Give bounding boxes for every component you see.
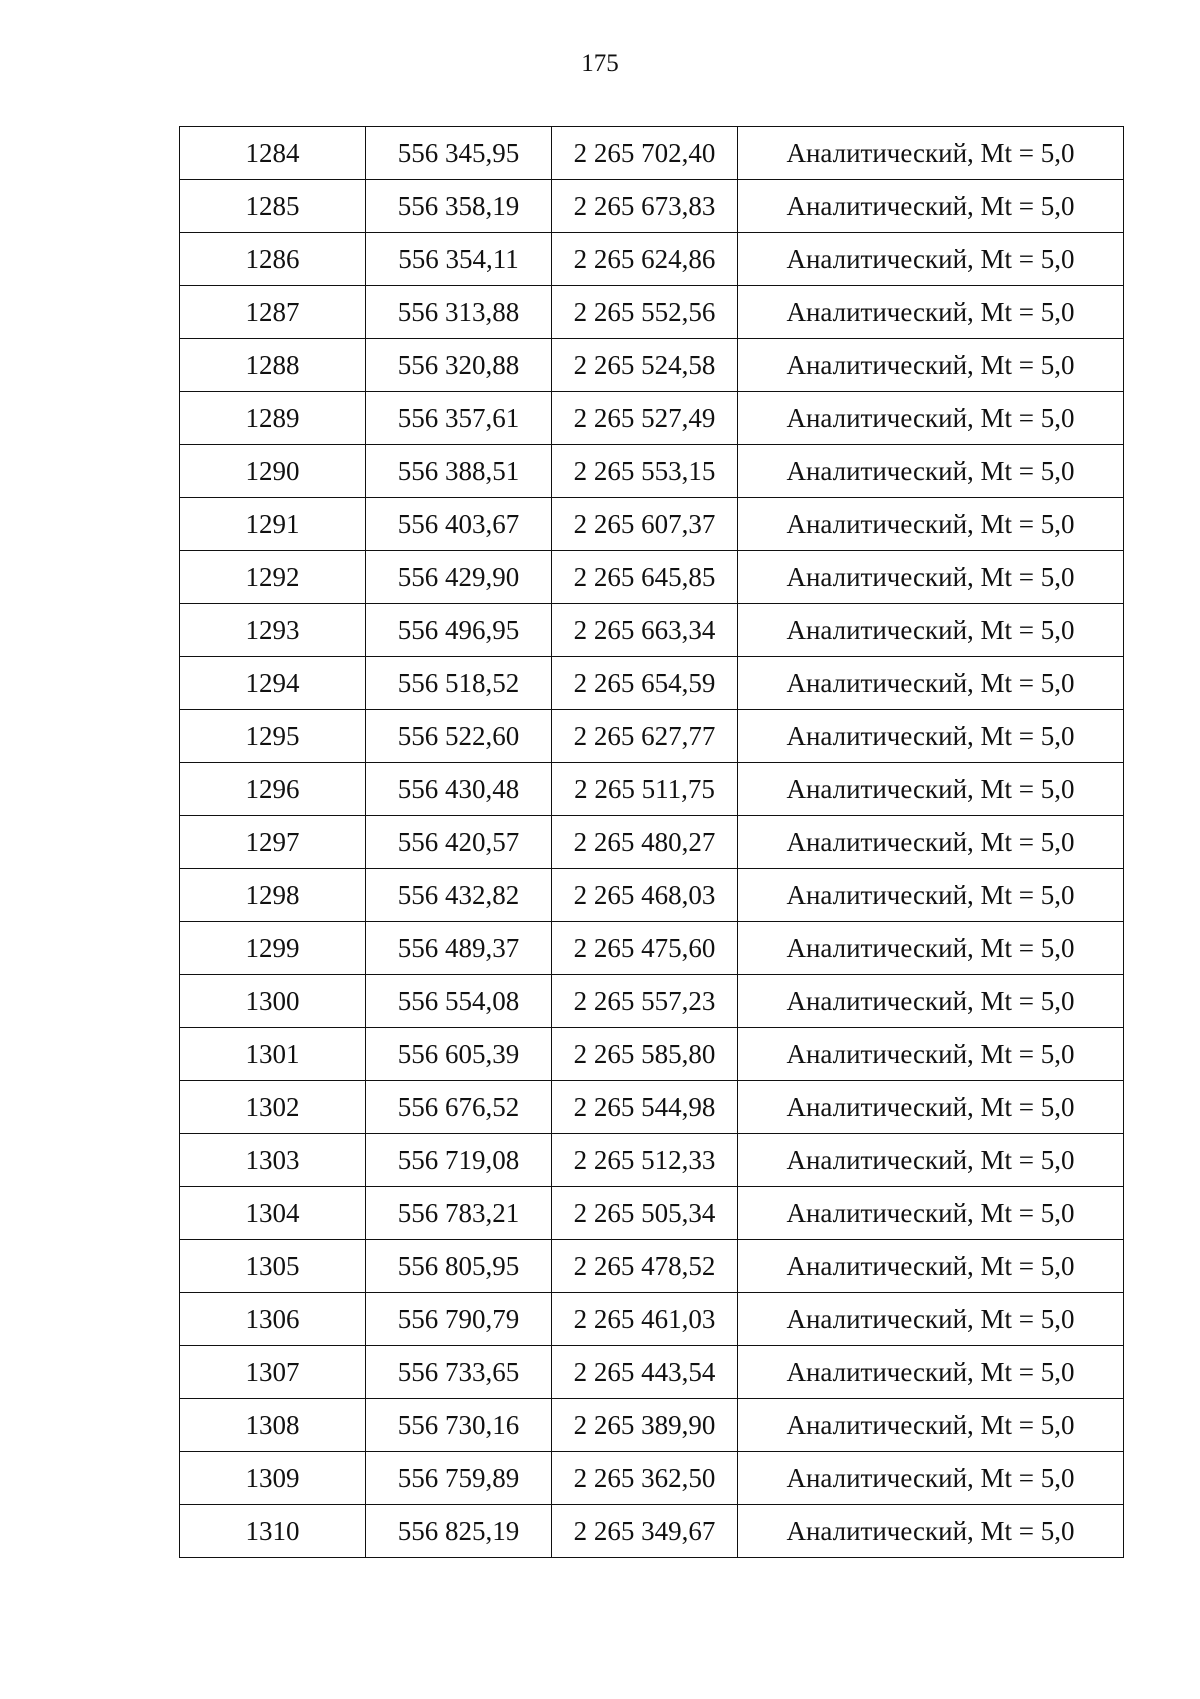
point-number-cell: 1292	[180, 551, 366, 604]
method-cell: Аналитический, Mt = 5,0	[738, 1346, 1124, 1399]
point-number-cell: 1309	[180, 1452, 366, 1505]
table-row	[180, 604, 1124, 657]
method-cell: Аналитический, Mt = 5,0	[738, 1399, 1124, 1452]
point-number-cell: 1291	[180, 498, 366, 551]
x-coordinate-cell: 556 805,95	[366, 1240, 552, 1293]
y-coordinate-cell: 2 265 585,80	[552, 1028, 738, 1081]
method-cell: Аналитический, Mt = 5,0	[738, 392, 1124, 445]
y-coordinate-cell: 2 265 645,85	[552, 551, 738, 604]
x-coordinate-cell: 556 733,65	[366, 1346, 552, 1399]
y-coordinate-cell: 2 265 480,27	[552, 816, 738, 869]
method-cell: Аналитический, Mt = 5,0	[738, 1187, 1124, 1240]
x-coordinate-cell: 556 759,89	[366, 1452, 552, 1505]
table-row	[180, 1081, 1124, 1134]
method-cell: Аналитический, Mt = 5,0	[738, 127, 1124, 180]
y-coordinate-cell: 2 265 663,34	[552, 604, 738, 657]
method-cell: Аналитический, Mt = 5,0	[738, 922, 1124, 975]
table-row	[180, 975, 1124, 1028]
y-coordinate-cell: 2 265 512,33	[552, 1134, 738, 1187]
table-row	[180, 180, 1124, 233]
table-row	[180, 339, 1124, 392]
y-coordinate-cell: 2 265 624,86	[552, 233, 738, 286]
y-coordinate-cell: 2 265 461,03	[552, 1293, 738, 1346]
table-row	[180, 1187, 1124, 1240]
method-cell: Аналитический, Mt = 5,0	[738, 233, 1124, 286]
x-coordinate-cell: 556 320,88	[366, 339, 552, 392]
y-coordinate-cell: 2 265 349,67	[552, 1505, 738, 1558]
table-row	[180, 922, 1124, 975]
table-row	[180, 869, 1124, 922]
point-number-cell: 1298	[180, 869, 366, 922]
y-coordinate-cell: 2 265 607,37	[552, 498, 738, 551]
x-coordinate-cell: 556 730,16	[366, 1399, 552, 1452]
method-cell: Аналитический, Mt = 5,0	[738, 1293, 1124, 1346]
x-coordinate-cell: 556 676,52	[366, 1081, 552, 1134]
table-row	[180, 286, 1124, 339]
x-coordinate-cell: 556 554,08	[366, 975, 552, 1028]
x-coordinate-cell: 556 719,08	[366, 1134, 552, 1187]
y-coordinate-cell: 2 265 552,56	[552, 286, 738, 339]
point-number-cell: 1290	[180, 445, 366, 498]
x-coordinate-cell: 556 430,48	[366, 763, 552, 816]
table-row	[180, 498, 1124, 551]
point-number-cell: 1285	[180, 180, 366, 233]
point-number-cell: 1289	[180, 392, 366, 445]
table-row	[180, 551, 1124, 604]
x-coordinate-cell: 556 790,79	[366, 1293, 552, 1346]
point-number-cell: 1308	[180, 1399, 366, 1452]
table-row	[180, 1240, 1124, 1293]
method-cell: Аналитический, Mt = 5,0	[738, 1505, 1124, 1558]
x-coordinate-cell: 556 605,39	[366, 1028, 552, 1081]
point-number-cell: 1284	[180, 127, 366, 180]
table-row	[180, 1293, 1124, 1346]
x-coordinate-cell: 556 496,95	[366, 604, 552, 657]
x-coordinate-cell: 556 357,61	[366, 392, 552, 445]
table-row	[180, 657, 1124, 710]
point-number-cell: 1293	[180, 604, 366, 657]
table-row	[180, 445, 1124, 498]
y-coordinate-cell: 2 265 475,60	[552, 922, 738, 975]
x-coordinate-cell: 556 783,21	[366, 1187, 552, 1240]
method-cell: Аналитический, Mt = 5,0	[738, 975, 1124, 1028]
page-number: 175	[581, 50, 619, 77]
table-row	[180, 763, 1124, 816]
y-coordinate-cell: 2 265 557,23	[552, 975, 738, 1028]
point-number-cell: 1300	[180, 975, 366, 1028]
y-coordinate-cell: 2 265 627,77	[552, 710, 738, 763]
method-cell: Аналитический, Mt = 5,0	[738, 710, 1124, 763]
x-coordinate-cell: 556 345,95	[366, 127, 552, 180]
y-coordinate-cell: 2 265 478,52	[552, 1240, 738, 1293]
point-number-cell: 1306	[180, 1293, 366, 1346]
y-coordinate-cell: 2 265 362,50	[552, 1452, 738, 1505]
method-cell: Аналитический, Mt = 5,0	[738, 445, 1124, 498]
x-coordinate-cell: 556 489,37	[366, 922, 552, 975]
method-cell: Аналитический, Mt = 5,0	[738, 551, 1124, 604]
table-row	[180, 1134, 1124, 1187]
table-row	[180, 392, 1124, 445]
table-row	[180, 1399, 1124, 1452]
y-coordinate-cell: 2 265 468,03	[552, 869, 738, 922]
y-coordinate-cell: 2 265 389,90	[552, 1399, 738, 1452]
x-coordinate-cell: 556 420,57	[366, 816, 552, 869]
coordinates-table	[179, 126, 1124, 1558]
point-number-cell: 1294	[180, 657, 366, 710]
y-coordinate-cell: 2 265 702,40	[552, 127, 738, 180]
point-number-cell: 1301	[180, 1028, 366, 1081]
point-number-cell: 1303	[180, 1134, 366, 1187]
y-coordinate-cell: 2 265 654,59	[552, 657, 738, 710]
y-coordinate-cell: 2 265 511,75	[552, 763, 738, 816]
x-coordinate-cell: 556 522,60	[366, 710, 552, 763]
x-coordinate-cell: 556 313,88	[366, 286, 552, 339]
x-coordinate-cell: 556 518,52	[366, 657, 552, 710]
method-cell: Аналитический, Mt = 5,0	[738, 1134, 1124, 1187]
point-number-cell: 1299	[180, 922, 366, 975]
point-number-cell: 1310	[180, 1505, 366, 1558]
method-cell: Аналитический, Mt = 5,0	[738, 1028, 1124, 1081]
point-number-cell: 1305	[180, 1240, 366, 1293]
y-coordinate-cell: 2 265 553,15	[552, 445, 738, 498]
method-cell: Аналитический, Mt = 5,0	[738, 763, 1124, 816]
x-coordinate-cell: 556 429,90	[366, 551, 552, 604]
method-cell: Аналитический, Mt = 5,0	[738, 869, 1124, 922]
table-row	[180, 816, 1124, 869]
y-coordinate-cell: 2 265 505,34	[552, 1187, 738, 1240]
table-body	[180, 127, 1124, 1558]
x-coordinate-cell: 556 432,82	[366, 869, 552, 922]
point-number-cell: 1286	[180, 233, 366, 286]
method-cell: Аналитический, Mt = 5,0	[738, 339, 1124, 392]
point-number-cell: 1296	[180, 763, 366, 816]
point-number-cell: 1307	[180, 1346, 366, 1399]
point-number-cell: 1302	[180, 1081, 366, 1134]
y-coordinate-cell: 2 265 443,54	[552, 1346, 738, 1399]
x-coordinate-cell: 556 358,19	[366, 180, 552, 233]
method-cell: Аналитический, Mt = 5,0	[738, 604, 1124, 657]
table-row	[180, 710, 1124, 763]
method-cell: Аналитический, Mt = 5,0	[738, 180, 1124, 233]
method-cell: Аналитический, Mt = 5,0	[738, 286, 1124, 339]
table-row	[180, 1346, 1124, 1399]
y-coordinate-cell: 2 265 527,49	[552, 392, 738, 445]
x-coordinate-cell: 556 388,51	[366, 445, 552, 498]
y-coordinate-cell: 2 265 673,83	[552, 180, 738, 233]
point-number-cell: 1295	[180, 710, 366, 763]
y-coordinate-cell: 2 265 524,58	[552, 339, 738, 392]
table-row	[180, 233, 1124, 286]
table-row	[180, 1028, 1124, 1081]
method-cell: Аналитический, Mt = 5,0	[738, 816, 1124, 869]
method-cell: Аналитический, Mt = 5,0	[738, 498, 1124, 551]
y-coordinate-cell: 2 265 544,98	[552, 1081, 738, 1134]
point-number-cell: 1304	[180, 1187, 366, 1240]
table-row	[180, 127, 1124, 180]
table-row	[180, 1452, 1124, 1505]
method-cell: Аналитический, Mt = 5,0	[738, 1081, 1124, 1134]
x-coordinate-cell: 556 354,11	[366, 233, 552, 286]
method-cell: Аналитический, Mt = 5,0	[738, 657, 1124, 710]
x-coordinate-cell: 556 403,67	[366, 498, 552, 551]
point-number-cell: 1288	[180, 339, 366, 392]
point-number-cell: 1297	[180, 816, 366, 869]
method-cell: Аналитический, Mt = 5,0	[738, 1240, 1124, 1293]
table-row	[180, 1505, 1124, 1558]
point-number-cell: 1287	[180, 286, 366, 339]
method-cell: Аналитический, Mt = 5,0	[738, 1452, 1124, 1505]
x-coordinate-cell: 556 825,19	[366, 1505, 552, 1558]
